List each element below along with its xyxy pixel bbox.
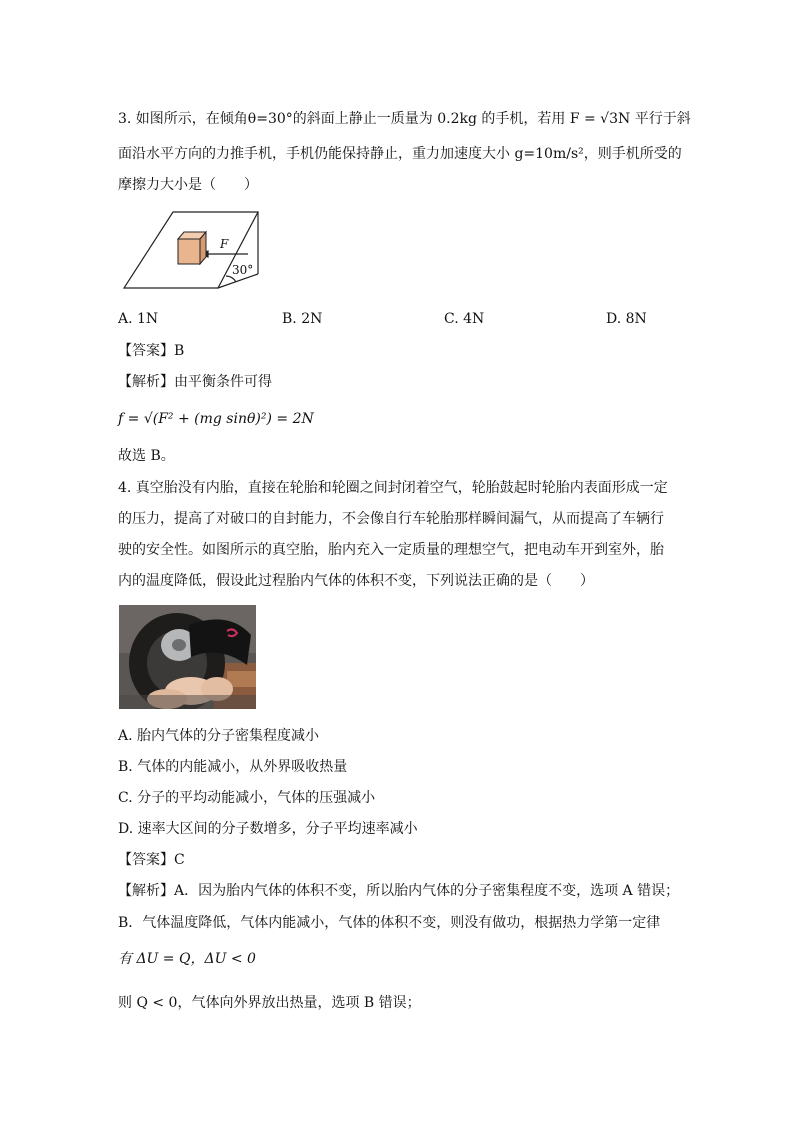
phone-block (178, 232, 206, 264)
q3-analysis-label: 【解析】由平衡条件可得 (118, 374, 272, 390)
tire-photo (119, 605, 256, 709)
q3-option-a: A. 1N (118, 311, 159, 327)
q4-analysis-line-3: 有 ΔU = Q，ΔU < 0 (118, 951, 256, 967)
q3-stem-line-1: 3. 如图所示，在倾角θ=30°的斜面上静止一质量为 0.2kg 的手机，若用 F = √3N 平行于斜 (118, 111, 691, 127)
incline-diagram (118, 206, 268, 294)
q4-option-c: C. 分子的平均动能减小，气体的压强减小 (118, 790, 376, 806)
q3-option-b: B. 2N (282, 311, 323, 327)
q4-analysis-line-1: 【解析】A．因为胎内气体的体积不变，所以胎内气体的分子密集程度不变，选项 A 错误； (118, 883, 680, 899)
q4-stem-line-1: 4. 真空胎没有内胎，直接在轮胎和轮圈之间封闭着空气，轮胎鼓起时轮胎内表面形成一定 (118, 480, 668, 496)
q3-option-d: D. 8N (606, 311, 647, 327)
q4-analysis-line-2: B．气体温度降低，气体内能减小，气体的体积不变，则没有做功，根据热力学第一定律 (118, 915, 661, 931)
q4-stem-line-2: 的压力，提高了对破口的自封能力，不会像自行车轮胎那样瞬间漏气，从而提高了车辆行 (118, 511, 664, 527)
q3-stem-line-3: 摩擦力大小是（ ） (118, 177, 258, 193)
angle-label: 30° (232, 263, 254, 277)
q3-conclusion: 故选 B。 (118, 448, 175, 464)
q3-answer: 【答案】B (118, 343, 185, 359)
q4-option-d: D. 速率大区间的分子数增多，分子平均速率减小 (118, 821, 418, 837)
q4-answer: 【答案】C (118, 852, 185, 868)
q3-formula: f = √(F² + (mg sinθ)²) = 2N (118, 411, 314, 427)
force-label: F (220, 237, 229, 251)
q3-option-c: C. 4N (444, 311, 485, 327)
q4-stem-line-3: 驶的安全性。如图所示的真空胎，胎内充入一定质量的理想空气，把电动车开到室外，胎 (118, 542, 664, 558)
q4-analysis-line-4: 则 Q < 0，气体向外界放出热量，选项 B 错误； (118, 995, 421, 1011)
q4-option-b: B. 气体的内能减小，从外界吸收热量 (118, 759, 348, 775)
q4-stem-line-4: 内的温度降低，假设此过程胎内气体的体积不变，下列说法正确的是（ ） (118, 573, 594, 589)
q3-stem-line-2: 面沿水平方向的力推手机，手机仍能保持静止，重力加速度大小 g=10m/s²，则手机所受的 (118, 146, 682, 162)
q4-option-a: A. 胎内气体的分子密集程度减小 (118, 728, 320, 744)
